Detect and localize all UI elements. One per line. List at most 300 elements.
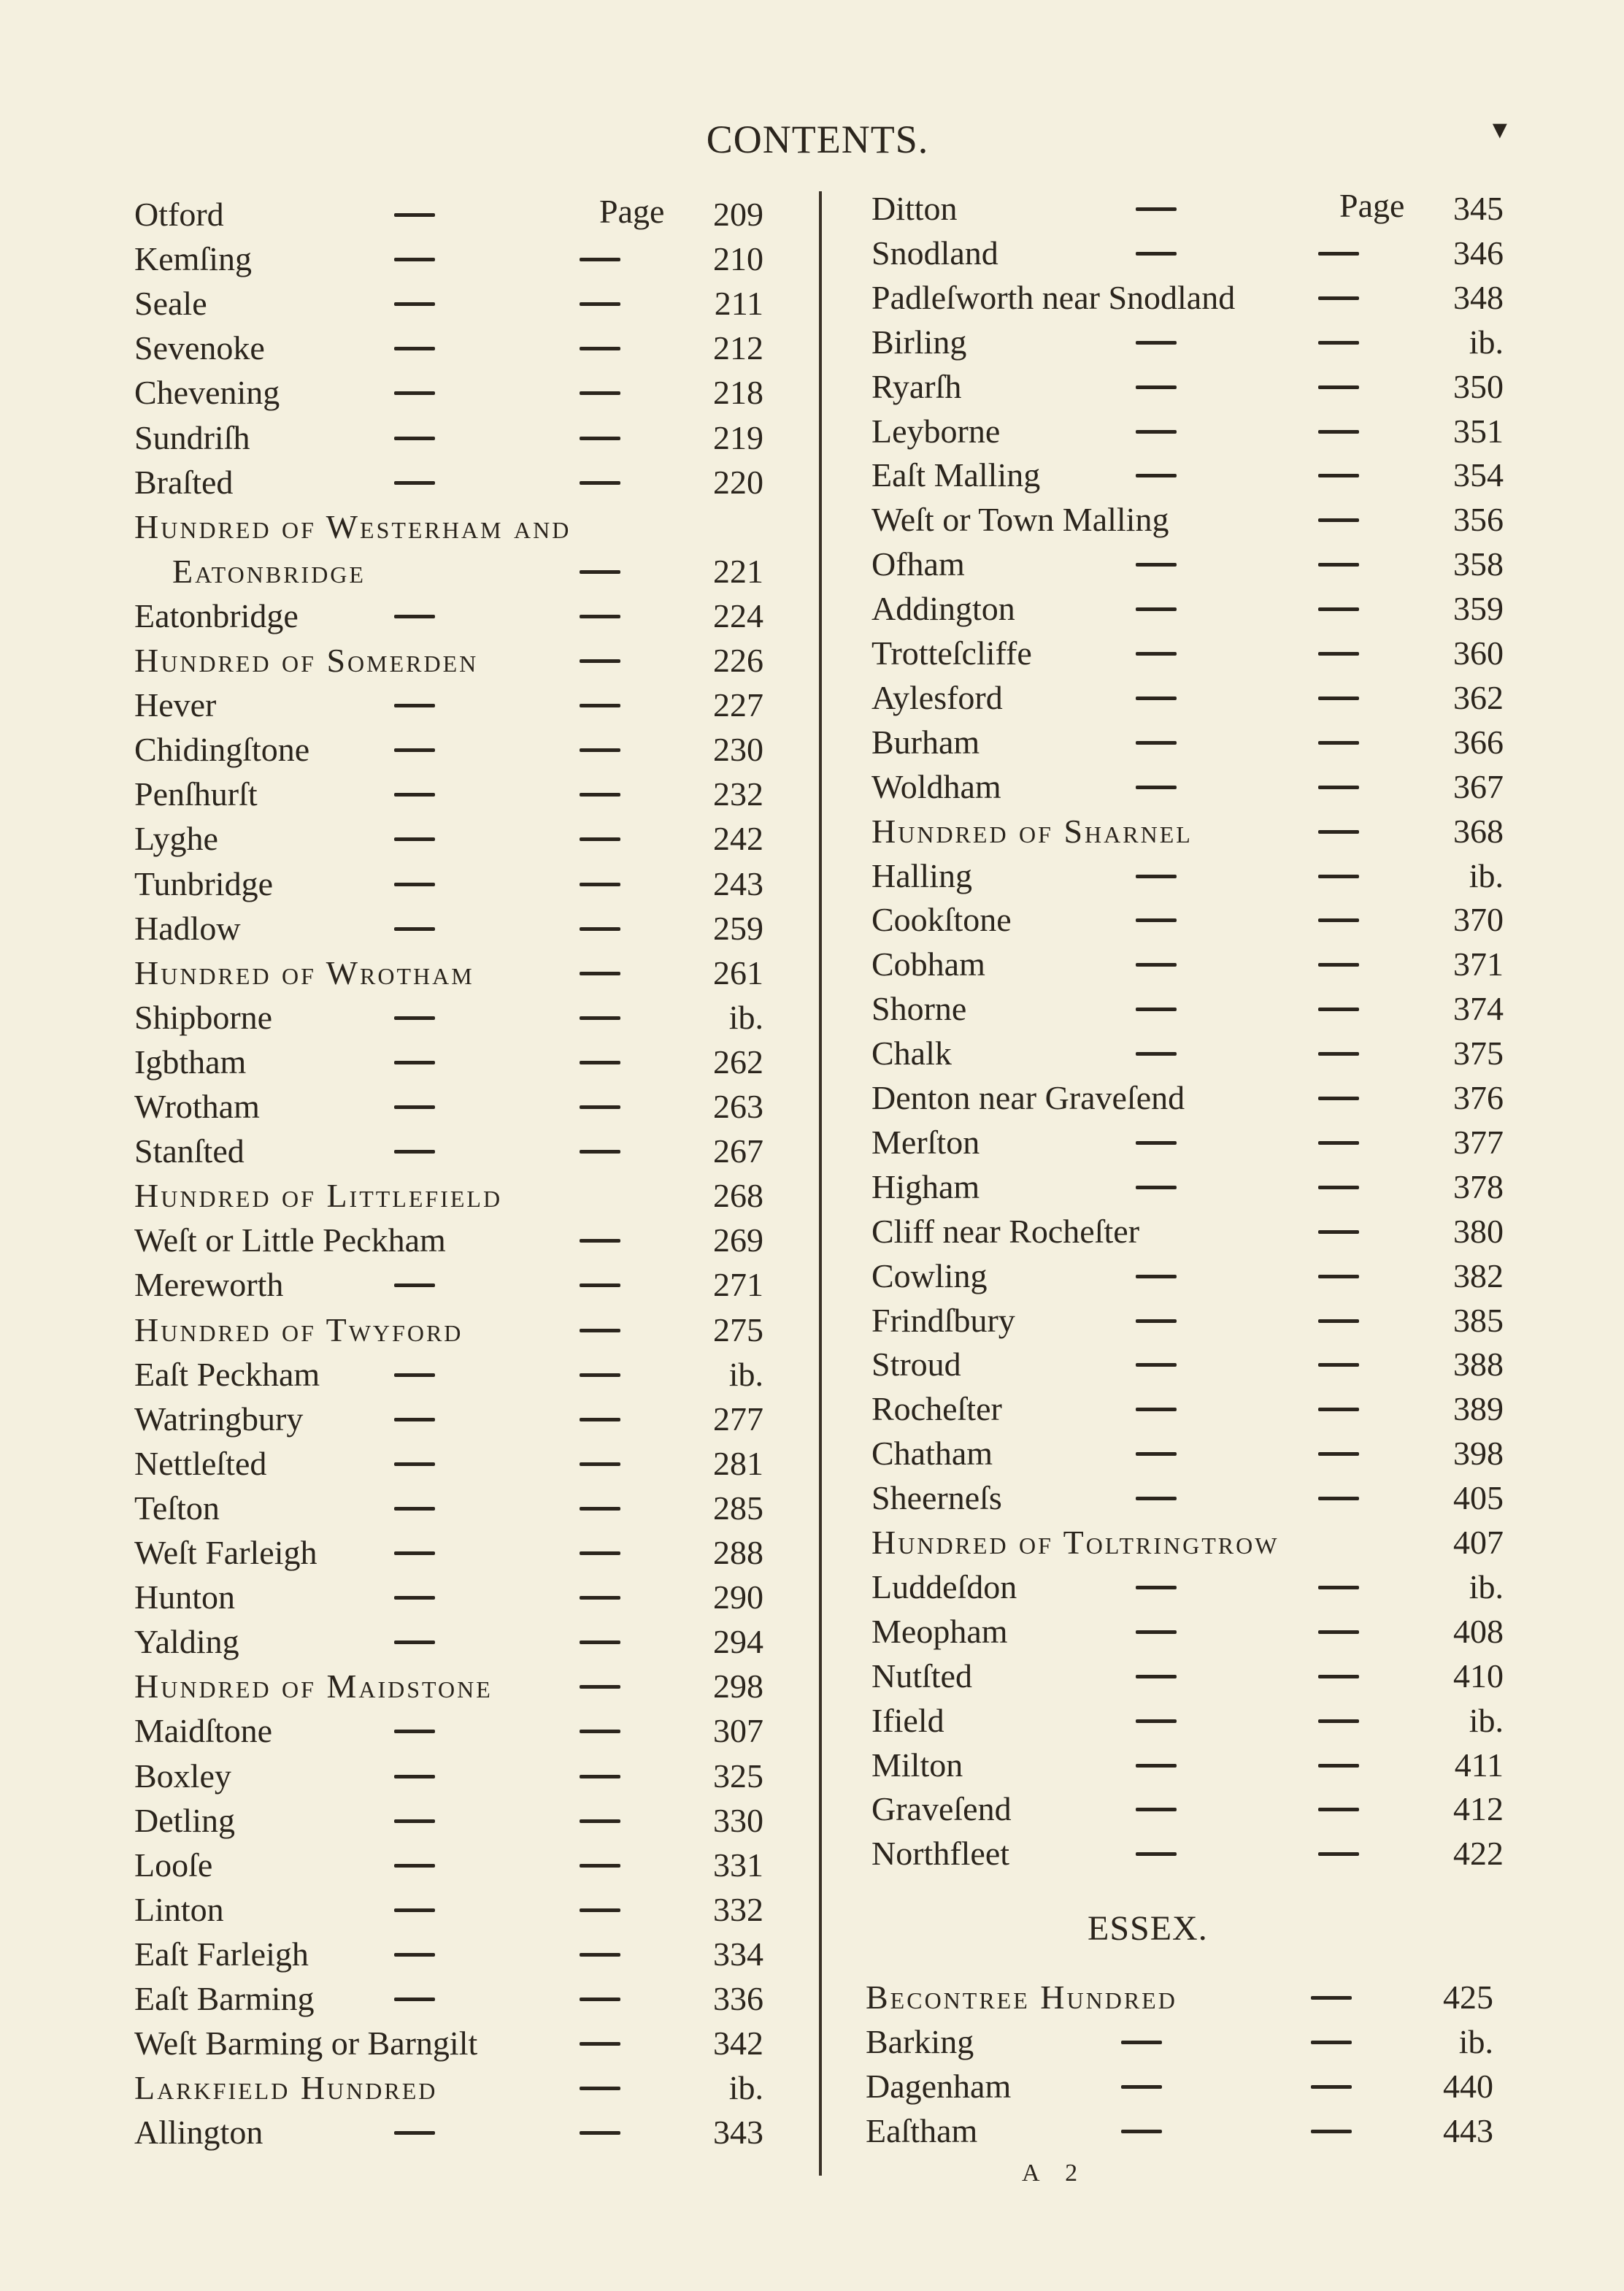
entry-name: Hundred of Westerham and	[134, 507, 572, 545]
page-number: 224	[713, 596, 763, 634]
entry-name: Hundred of Wrotham	[134, 953, 474, 991]
leader-dash	[580, 347, 620, 350]
toc-entry	[871, 321, 1504, 364]
page-number: 378	[1453, 1167, 1504, 1205]
signature-mark: A 2	[1022, 2160, 1088, 2187]
page-number: 374	[1453, 990, 1504, 1028]
entry-name: Northfleet	[871, 1835, 1010, 1873]
entry-name: Meopham	[871, 1612, 1008, 1650]
leader-dash	[1121, 2130, 1162, 2133]
leader-dash	[1318, 1852, 1359, 1856]
toc-entry	[134, 996, 763, 1040]
page-number: 368	[1453, 812, 1504, 850]
toc-entry	[871, 1210, 1504, 1254]
toc-entry	[871, 1743, 1504, 1787]
entry-name: Leyborne	[871, 412, 1001, 450]
leader-dash	[580, 2087, 620, 2090]
leader-dash	[394, 1864, 435, 1868]
toc-entry	[134, 1263, 763, 1307]
toc-entry	[871, 898, 1504, 942]
toc-entry	[134, 1843, 763, 1887]
page-number: ib.	[1469, 1701, 1504, 1739]
entry-name: Watringbury	[134, 1400, 304, 1438]
toc-entry	[871, 1565, 1504, 1609]
toc-entry	[871, 410, 1504, 453]
leader-dash	[580, 1730, 620, 1733]
page-number: 294	[713, 1623, 763, 1661]
leader-dash	[394, 1061, 435, 1064]
page-number: ib.	[728, 2069, 763, 2107]
leader-dash	[1318, 652, 1359, 656]
entry-name: Trotteſcliffe	[871, 634, 1032, 672]
leader-dash	[1136, 696, 1177, 700]
entry-name: Mereworth	[134, 1266, 284, 1304]
leader-dash	[394, 437, 435, 440]
entry-name: Luddeſdon	[871, 1567, 1017, 1605]
toc-entry	[871, 943, 1504, 986]
leader-dash	[580, 1819, 620, 1823]
leader-dash	[1136, 1630, 1177, 1634]
page-number: 263	[713, 1088, 763, 1125]
toc-entry	[134, 1397, 763, 1441]
leader-dash	[1318, 341, 1359, 345]
entry-name: Otford	[134, 196, 224, 233]
toc-entry	[866, 1976, 1493, 2019]
toc-entry	[871, 1787, 1504, 1831]
entry-name: Eaſt Malling	[871, 456, 1041, 494]
entry-name: Hunton	[134, 1578, 235, 1616]
leader-dash	[1136, 1275, 1177, 1278]
entry-name: Linton	[134, 1890, 224, 1928]
leader-dash	[1136, 1719, 1177, 1723]
leader-dash	[394, 213, 435, 217]
page-number: 425	[1443, 1979, 1493, 2016]
toc-entry	[871, 632, 1504, 675]
page-title: CONTENTS.	[706, 118, 929, 161]
leader-dash	[1318, 1408, 1359, 1411]
entry-name: Hundred of Sharnel	[871, 812, 1193, 850]
toc-entry	[134, 1709, 763, 1753]
toc-entry	[134, 193, 763, 237]
toc-entry	[871, 187, 1504, 231]
entry-name: Hundred of Somerden	[134, 642, 479, 679]
toc-entry	[871, 1610, 1504, 1654]
page-number: 356	[1453, 501, 1504, 539]
page-number: 220	[713, 463, 763, 501]
leader-dash	[1318, 252, 1359, 256]
leader-dash	[580, 883, 620, 886]
leader-dash	[1318, 1808, 1359, 1811]
page-number: 346	[1453, 234, 1504, 272]
toc-entry	[134, 1754, 763, 1798]
entry-name: Chevening	[134, 374, 280, 412]
catchword-mark: ▼	[1488, 117, 1512, 144]
toc-entry	[871, 276, 1504, 320]
leader-dash	[1136, 341, 1177, 345]
leader-dash	[1136, 1052, 1177, 1056]
toc-entry	[134, 1799, 763, 1843]
leader-dash	[1318, 1186, 1359, 1189]
entry-name: Birling	[871, 323, 967, 361]
page-number: 325	[713, 1757, 763, 1795]
leader-dash	[580, 570, 620, 574]
page-number: 285	[713, 1489, 763, 1527]
leader-dash	[1136, 1586, 1177, 1589]
entry-name: Higham	[871, 1167, 980, 1205]
leader-dash	[1311, 2085, 1352, 2089]
leader-dash	[1318, 296, 1359, 300]
leader-dash	[1318, 1052, 1359, 1056]
toc-entry	[871, 1832, 1504, 1876]
entry-name: Braſted	[134, 463, 234, 501]
entry-name: Ryarſh	[871, 367, 962, 405]
leader-dash	[1136, 652, 1177, 656]
entry-name: Teſton	[134, 1489, 220, 1527]
page-number: 388	[1453, 1346, 1504, 1384]
page-number: 385	[1453, 1301, 1504, 1339]
entry-name: Frindſbury	[871, 1301, 1015, 1339]
entry-name: Eaſtham	[866, 2112, 978, 2149]
page-number: 281	[713, 1444, 763, 1482]
toc-entry	[871, 987, 1504, 1031]
page-number: 348	[1453, 278, 1504, 316]
page-number: 411	[1454, 1746, 1504, 1784]
leader-dash	[1318, 563, 1359, 567]
page-number: 367	[1453, 767, 1504, 805]
entry-name: Hever	[134, 686, 217, 724]
entry-name: Eaſt Farleigh	[134, 1935, 309, 1973]
leader-dash	[1318, 1497, 1359, 1500]
entry-name: Ditton	[871, 190, 958, 227]
page-number: 370	[1453, 901, 1504, 939]
leader-dash	[1318, 963, 1359, 967]
leader-dash	[394, 1730, 435, 1733]
entry-name: Graveſend	[871, 1790, 1012, 1828]
page-number: 227	[713, 686, 763, 724]
page-number: 275	[713, 1310, 763, 1348]
leader-dash	[580, 1685, 620, 1689]
entry-name: Hundred of Maidstone	[134, 1668, 493, 1705]
toc-entry	[134, 1665, 763, 1708]
leader-dash	[1318, 875, 1359, 878]
page-number: 211	[714, 285, 763, 323]
page-number: 332	[713, 1890, 763, 1928]
page-number: 307	[713, 1712, 763, 1750]
leader-dash	[1318, 474, 1359, 477]
toc-entry	[871, 721, 1504, 764]
entry-name: Milton	[871, 1746, 963, 1784]
entry-name: Ofham	[871, 545, 965, 583]
leader-dash	[1318, 786, 1359, 789]
page-number: 422	[1453, 1835, 1504, 1873]
entry-name: Kemſing	[134, 240, 252, 278]
page-number: 362	[1453, 678, 1504, 716]
toc-entry	[866, 2065, 1493, 2108]
leader-dash	[580, 2042, 620, 2046]
entry-name: Weſt Farleigh	[134, 1534, 318, 1571]
toc-entry	[134, 1353, 763, 1397]
toc-entry	[871, 1343, 1504, 1386]
toc-entry	[134, 728, 763, 772]
page-number: 398	[1453, 1435, 1504, 1473]
leader-dash	[1318, 607, 1359, 611]
entry-name: Weſt or Little Peckham	[134, 1221, 446, 1259]
page-number: 389	[1453, 1390, 1504, 1428]
toc-entry	[134, 594, 763, 638]
entry-name: Eaſt Peckham	[134, 1355, 320, 1393]
leader-dash	[394, 748, 435, 752]
toc-entry	[871, 854, 1504, 898]
leader-dash	[394, 1640, 435, 1644]
entry-name: Stroud	[871, 1346, 961, 1384]
leader-dash	[394, 1775, 435, 1778]
toc-entry	[134, 1576, 763, 1619]
entry-name: Halling	[871, 856, 972, 894]
leader-dash	[1136, 1008, 1177, 1011]
leader-dash	[1136, 1363, 1177, 1367]
leader-dash	[1136, 207, 1177, 211]
entry-name: Burham	[871, 723, 980, 761]
leader-dash	[394, 837, 435, 841]
page-number: 375	[1453, 1035, 1504, 1072]
page-number: 331	[713, 1846, 763, 1884]
toc-entry	[871, 1121, 1504, 1164]
toc-entry	[134, 907, 763, 951]
toc-entry	[134, 416, 763, 460]
toc-entry	[134, 326, 763, 370]
entry-name: Cliff near Rocheſter	[871, 1212, 1140, 1250]
leader-dash	[580, 1908, 620, 1912]
entry-name: Eatonbridge	[172, 552, 366, 590]
entry-name: Nutſted	[871, 1657, 972, 1695]
leader-dash	[1318, 1319, 1359, 1323]
entry-name: Shorne	[871, 990, 967, 1028]
leader-dash	[580, 1775, 620, 1778]
leader-dash	[1318, 1630, 1359, 1634]
toc-entry	[134, 461, 763, 504]
leader-dash	[580, 2131, 620, 2135]
page-number: 354	[1453, 456, 1504, 494]
leader-dash	[580, 659, 620, 663]
leader-dash	[580, 1105, 620, 1109]
toc-entry	[871, 542, 1504, 586]
toc-entry	[134, 1442, 763, 1486]
toc-entry	[134, 2022, 763, 2065]
leader-dash	[580, 1551, 620, 1555]
page-number: 212	[713, 329, 763, 367]
leader-dash	[580, 1998, 620, 2001]
toc-entry	[871, 765, 1504, 809]
page-number: 259	[713, 909, 763, 947]
page-number: 219	[713, 418, 763, 456]
leader-dash	[580, 391, 620, 395]
entry-name: Maidſtone	[134, 1712, 273, 1750]
entry-name: Addington	[871, 590, 1015, 628]
page-number: 376	[1453, 1079, 1504, 1116]
entry-name: Ifield	[871, 1701, 944, 1739]
leader-dash	[1136, 875, 1177, 878]
page-number: 267	[713, 1132, 763, 1170]
entry-name: Hundred of Littlefield	[134, 1177, 503, 1215]
leader-dash	[1318, 1719, 1359, 1723]
entry-name: Merſton	[871, 1123, 980, 1161]
leader-dash	[1136, 430, 1177, 434]
entry-name: Allington	[134, 2114, 263, 2152]
toc-entry	[871, 1254, 1504, 1298]
entry-name: Seale	[134, 285, 207, 323]
leader-dash	[394, 1373, 435, 1377]
toc-entry	[134, 550, 763, 594]
entry-name: Becontree Hundred	[866, 1979, 1177, 2016]
entry-name: Sheerneſs	[871, 1479, 1002, 1517]
page-number: 226	[713, 642, 763, 679]
leader-dash	[580, 927, 620, 931]
leader-dash	[1318, 1452, 1359, 1456]
leader-dash	[1136, 385, 1177, 389]
leader-dash	[1136, 1319, 1177, 1323]
toc-entry	[134, 683, 763, 727]
leader-dash	[580, 258, 620, 261]
leader-dash	[580, 481, 620, 485]
page-number: 242	[713, 820, 763, 858]
toc-entry	[134, 1040, 763, 1084]
toc-entry	[134, 1085, 763, 1129]
toc-entry	[871, 453, 1504, 497]
page-number: 380	[1453, 1212, 1504, 1250]
toc-entry	[871, 1521, 1504, 1565]
leader-dash	[580, 1150, 620, 1154]
toc-entry	[871, 365, 1504, 409]
page-number: ib.	[1469, 1567, 1504, 1605]
entry-name: Dagenham	[866, 2068, 1012, 2105]
leader-dash	[394, 793, 435, 797]
page-number: 343	[713, 2114, 763, 2152]
entry-name: Weſt Barming or Barngilt	[134, 2025, 478, 2062]
leader-dash	[1311, 2041, 1352, 2044]
leader-dash	[394, 391, 435, 395]
leader-dash	[1318, 1008, 1359, 1011]
leader-dash	[1121, 2041, 1162, 2044]
entry-name: Sevenoke	[134, 329, 265, 367]
entry-name: Cookſtone	[871, 901, 1012, 939]
page-number: 371	[1453, 945, 1504, 983]
page-number: 271	[713, 1266, 763, 1304]
toc-entry	[866, 2109, 1493, 2153]
page-number: 360	[1453, 634, 1504, 672]
page-label: Page	[1339, 187, 1405, 224]
entry-name: Woldham	[871, 767, 1001, 805]
essex-heading: ESSEX.	[1088, 1909, 1208, 1948]
leader-dash	[1318, 385, 1359, 389]
leader-dash	[1136, 786, 1177, 789]
leader-dash	[1136, 918, 1177, 922]
toc-entry	[871, 498, 1504, 542]
entry-name: Hundred of Twyford	[134, 1310, 463, 1348]
entry-name: Tunbridge	[134, 864, 273, 902]
leader-dash	[394, 1998, 435, 2001]
entry-name: Shipborne	[134, 998, 273, 1036]
leader-dash	[1136, 1852, 1177, 1856]
leader-dash	[580, 1507, 620, 1511]
entry-name: Stanſted	[134, 1132, 245, 1170]
page-number: ib.	[1469, 323, 1504, 361]
leader-dash	[1136, 1141, 1177, 1145]
leader-dash	[394, 1418, 435, 1421]
leader-dash	[394, 927, 435, 931]
page-number: 410	[1453, 1657, 1504, 1695]
leader-dash	[394, 1908, 435, 1912]
toc-entry	[871, 1076, 1504, 1120]
leader-dash	[1136, 563, 1177, 567]
page-number: 221	[713, 552, 763, 590]
leader-dash	[394, 1105, 435, 1109]
leader-dash	[580, 437, 620, 440]
page-number: 210	[713, 240, 763, 278]
leader-dash	[1318, 1586, 1359, 1589]
leader-dash	[1136, 1452, 1177, 1456]
toc-entry	[871, 1476, 1504, 1520]
toc-entry	[134, 237, 763, 281]
toc-entry	[134, 1129, 763, 1173]
entry-name: Hundred of Toltringtrow	[871, 1524, 1279, 1561]
leader-dash	[1318, 1675, 1359, 1678]
page-number: 405	[1453, 1479, 1504, 1517]
leader-dash	[394, 258, 435, 261]
toc-entry	[871, 1699, 1504, 1743]
toc-entry	[134, 951, 763, 995]
leader-dash	[580, 1283, 620, 1287]
page-number: 407	[1453, 1524, 1504, 1561]
page-number: ib.	[728, 998, 763, 1036]
entry-name: Eaſt Barming	[134, 1980, 315, 2017]
toc-entry	[134, 282, 763, 326]
toc-entry	[134, 1977, 763, 2021]
leader-dash	[580, 837, 620, 841]
toc-entry	[134, 505, 763, 549]
leader-dash	[580, 1016, 620, 1020]
toc-entry	[871, 1432, 1504, 1475]
leader-dash	[1136, 1497, 1177, 1500]
leader-dash	[1318, 830, 1359, 834]
leader-dash	[1136, 741, 1177, 745]
leader-dash	[580, 1373, 620, 1377]
toc-entry	[134, 1933, 763, 1976]
leader-dash	[394, 347, 435, 350]
entry-name: Cowling	[871, 1256, 988, 1294]
column-divider	[819, 191, 822, 2176]
entry-name: Denton near Graveſend	[871, 1079, 1185, 1116]
leader-dash	[1318, 1764, 1359, 1768]
leader-dash	[580, 1329, 620, 1332]
toc-entry	[871, 1299, 1504, 1343]
entry-name: Looſe	[134, 1846, 213, 1884]
leader-dash	[394, 1283, 435, 1287]
entry-name: Hadlow	[134, 909, 241, 947]
toc-entry	[134, 1531, 763, 1575]
toc-entry	[871, 1032, 1504, 1075]
leader-dash	[580, 748, 620, 752]
page-number: 269	[713, 1221, 763, 1259]
entry-name: Boxley	[134, 1757, 231, 1795]
toc-entry	[871, 231, 1504, 275]
entry-name: Yalding	[134, 1623, 239, 1661]
leader-dash	[394, 883, 435, 886]
leader-dash	[580, 793, 620, 797]
leader-dash	[394, 1551, 435, 1555]
entry-name: Rocheſter	[871, 1390, 1002, 1428]
leader-dash	[1136, 252, 1177, 256]
toc-entry	[134, 371, 763, 415]
